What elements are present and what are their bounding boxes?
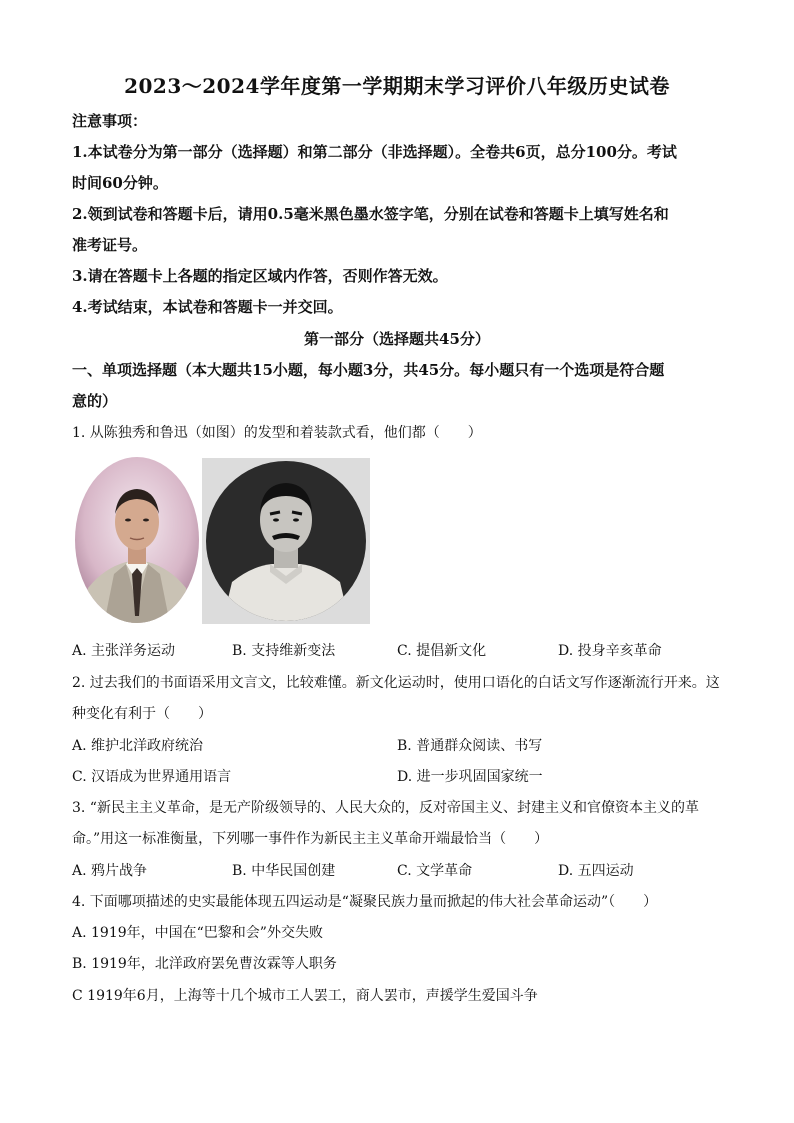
- question-2-option-d: D. 进一步巩固国家统一: [397, 769, 543, 785]
- question-3-option-b: B. 中华民国创建: [232, 863, 336, 879]
- question-1-stem: 1. 从陈独秀和鲁迅（如图）的发型和着装款式看，他们都（ ）: [72, 425, 482, 441]
- notice-item-3: 3.请在答题卡上各题的指定区域内作答，否则作答无效。: [72, 267, 448, 285]
- part1-heading: 第一部分（选择题共45分）: [304, 330, 490, 348]
- question-3-option-a: A. 鸦片战争: [72, 863, 148, 879]
- question-1-option-b: B. 支持维新变法: [232, 643, 336, 659]
- question-3-stem-line-1: 3. “新民主主义革命，是无产阶级领导的、人民大众的，反对帝国主义、封建主义和官僚资本主义的革: [72, 800, 699, 816]
- notice-item-2-line-1: 2.领到试卷和答题卡后，请用0.5毫米黑色墨水签字笔，分别在试卷和答题卡上填写姓名和: [72, 205, 669, 223]
- question-2-stem-line-1: 2. 过去我们的书面语采用文言文，比较难懂。新文化运动时，使用口语化的白话文写作逐渐流行开来。这: [72, 675, 720, 691]
- question-1-option-c: C. 提倡新文化: [397, 643, 487, 659]
- notice-item-4: 4.考试结束，本试卷和答题卡一并交回。: [72, 298, 343, 316]
- question-4-stem: 4. 下面哪项描述的史实最能体现五四运动是“凝聚民族力量而掀起的伟大社会革命运动”（ ）: [72, 894, 658, 910]
- exam-title: 2023～2024学年度第一学期期末学习评价八年级历史试卷: [124, 74, 670, 98]
- question-1-option-d: D. 投身辛亥革命: [558, 643, 662, 659]
- question-3-option-c: C. 文学革命: [397, 863, 473, 879]
- notice-item-1-line-1: 1.本试卷分为第一部分（选择题）和第二部分（非选择题）。全卷共6页，总分100分。考试: [72, 143, 677, 161]
- lu-xun-portrait: [202, 458, 370, 624]
- question-3-stem-line-2: 命。”用这一标准衡量，下列哪一事件作为新民主主义革命开端最恰当（ ）: [72, 831, 549, 847]
- notice-item-2-line-2: 准考证号。: [72, 236, 148, 254]
- notice-heading: 注意事项：: [72, 112, 148, 130]
- question-2-option-a: A. 维护北洋政府统治: [72, 738, 204, 754]
- question-2-option-c: C. 汉语成为世界通用语言: [72, 769, 232, 785]
- question-4-option-a: A. 1919年，中国在“巴黎和会”外交失败: [72, 925, 323, 941]
- question-3-option-d: D. 五四运动: [558, 863, 634, 879]
- chen-duxiu-portrait: [74, 456, 200, 624]
- question-4-option-b: B. 1919年，北洋政府罢免曹汝霖等人职务: [72, 956, 337, 972]
- section-heading-line-2: 意的）: [72, 392, 118, 410]
- section-heading-line-1: 一、单项选择题（本大题共15小题，每小题3分，共45分。每小题只有一个选项是符合题: [72, 361, 665, 379]
- question-4-option-c: C 1919年6月，上海等十几个城市工人罢工，商人罢市，声援学生爱国斗争: [72, 988, 538, 1004]
- question-2-stem-line-2: 种变化有利于（ ）: [72, 706, 212, 722]
- question-2-option-b: B. 普通群众阅读、书写: [397, 738, 543, 754]
- question-1-option-a: A. 主张洋务运动: [72, 643, 176, 659]
- notice-item-1-line-2: 时间60分钟。: [72, 174, 168, 192]
